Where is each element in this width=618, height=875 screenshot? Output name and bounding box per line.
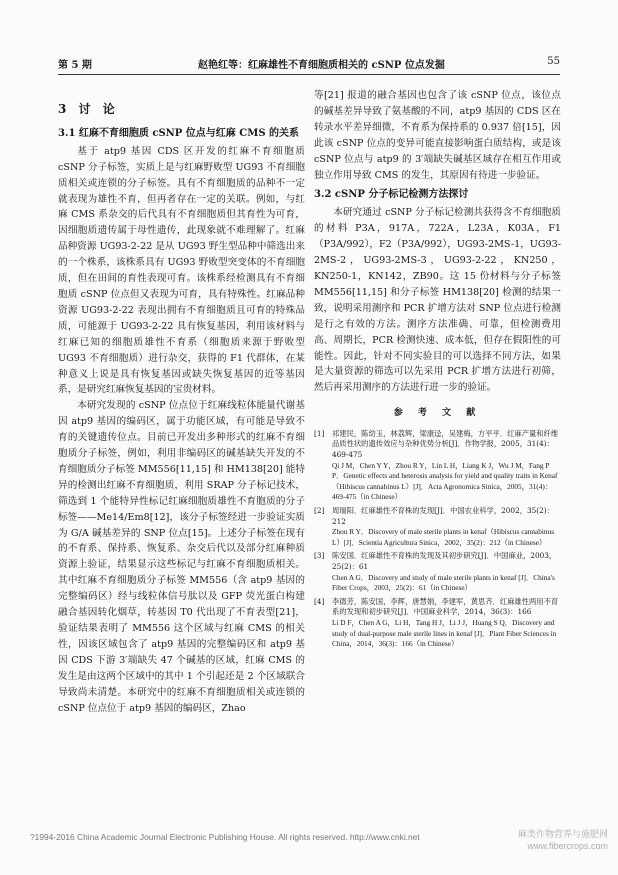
body-paragraph: 基于 atp9 基因 CDS 区开发的红麻不育细胞质 cSNP 分子标签，实质上是与红麻野败型 UG93 不育细胞质相关或连锁的分子标签。具有不育细胞质的品种不一定就表现为雄性不育，但再者存在一定的关联。例如，与红麻 CMS 系杂交的后代具有不育细胞质但其育性为可育，因细胞质遗传属于母性遗传，此现象就不难理解了。红麻品种资源 UG93-2-22 是从 UG93 野生型品种中筛选出来的一个株系，该株系具有 UG93 野败型突变体的不育细胞质，但在田间的育性表现可育。该株系经检测具有不育细胞质 cSNP 位点但又表现为可育，具有特殊性。红麻品种资源 UG93-2-22 表现出拥有不育细胞质且可育的特殊品质，可能源于 UG93-2-22 具有恢复基因，利用该材料与红麻已知的细胞质雄性不育系（细胞质来源于野败型 UG93 不育细胞质）进行杂交，获得的 F1 代群体，在某种意义上说是具有恢复基因或缺失恢复基因的近等基因系，是研究红麻恢复基因的宝贵材料。 <box>58 145 305 396</box>
subsection-heading-3-1: 3.1 红麻不育细胞质 cSNP 位点与红麻 CMS 的关系 <box>58 127 300 139</box>
watermark-line-1: 麻类作物营养与施肥网 <box>517 829 608 839</box>
running-header <box>58 52 560 74</box>
reference-number: [2] <box>314 505 325 515</box>
reference-number: [3] <box>314 551 325 561</box>
reference-item <box>314 506 561 548</box>
page-number: 55 <box>547 56 560 67</box>
reference-item <box>314 597 561 650</box>
reference-zh: 李德芳，陈安国，李辉，唐慧娟，李建军，黄思齐．红麻雄性两用不育系的发现和初步研究[J]．中国麻业科学，2014，36(3)：166 <box>332 596 559 617</box>
references-heading: 参 考 文 献 <box>393 408 482 419</box>
reference-en: Chen A G．Discovery and study of male sterile plants in kenaf [J]．China's Fiber Crops，2003，25(2)：61（in Chinese） <box>332 572 555 593</box>
header-rule <box>58 74 560 75</box>
reference-number: [1] <box>314 428 325 438</box>
reference-en: Zhou R Y．Discovery of male sterile plants in kenaf（Hibiscus cannabinus L）[J]．Scientia Agricultura Sinica，2002，35(2)：212（in Chinese） <box>332 527 555 547</box>
left-column <box>58 88 305 716</box>
watermark <box>518 828 608 852</box>
body-paragraph: 本研究发现的 cSNP 位点位于红麻线粒体能量代谢基因 atp9 基因的编码区，属于功能区域，有可能是导致不育的关键遗传位点。目前已开发出多种形式的红麻不育细胞质分子标签，例如，利用非编码区的碱基缺失开发的不育细胞质分子标签 MM556[11,15] 和 HM138[20] 能特异的检测出红麻不育细胞质，利用 SRAP 分子标记技术，筛选到 1 个能特异性标记红麻细胞质雄性不育胞质的分子标签——Me14/Em8[12]，该分子标签经进一步验证实质为 G/A 碱基差异的 SNP 位点[15]。上述分子标签在现有的不育系、保持系、恢复系、杂交后代以及部分红麻种质资源上验证，结果显示这些标记与红麻不育细胞质相关。其中红麻不育细胞质分子标签 MM556（含 atp9 基因的完整编码区）经与线粒体信号肽以及 GFP 荧光蛋白构建融合基因转化烟草，转基因 T0 代出现了不育表型[21]，验证结果表明了 MM556 这个区域与红麻 CMS 的相关性，因该区域包含了 atp9 基因的完整编码区和 atp9 基因 CDS 下游 3′端缺失 47 个碱基的区域，红麻 CMS 的发生是由这两个区域中的其中 1 个引起还是 2 个区域联合导致尚未清楚。本研究中的红麻不育细胞质相关或连锁的 cSNP 位点位于 atp9 基因的编码区，Zhao <box>58 400 305 714</box>
reference-number: [4] <box>314 596 325 606</box>
page-footer <box>30 829 608 851</box>
reference-zh: 周瑞阳．红麻雄性不育株的发现[J]．中国农业科学，2002，35(2)：212 <box>332 505 554 526</box>
running-title: 赵艳红等：红麻雄性不育细胞质相关的 cSNP 位点发掘 <box>198 60 445 71</box>
copyright-line: ?1994-2016 China Academic Journal Electronic Publishing House. All rights reserved. http://www.cnki.net <box>30 832 420 842</box>
right-column <box>314 88 561 653</box>
reference-zh: 陈安国．红麻雄性不育株的发现及其初步研究[J]．中国麻业，2003，25(2)：61 <box>332 551 557 571</box>
body-paragraph: 本研究通过 cSNP 分子标记检测共获得含不育细胞质的材料 P3A，917A，722A，L23A，K03A，F1（P3A/992），F2（P3A/992），UG93-2MS-1，UG93-2MS-2，UG93-2MS-3，UG93-2-22，KN250，KN250-1，KN142，ZB90。这 15 份材料与分子标签 MM556[11,15] 和分子标签 HM138[20] 检测的结果一致，说明采用测序和 PCR 扩增方法对 SNP 位点进行检测是行之有效的方法。测序方法准确、可靠，但检测费用高、周期长，PCR 检测快速、成本低，但存在假阳性的可能性。因此，针对不同实验目的可以选择不同方法，如果是大量资源的筛选可以先采用 PCR 扩增方法进行初筛，然后再采用测序的方法进行进一步的验证。 <box>314 207 561 394</box>
references <box>314 408 561 649</box>
reference-zh: 祁建民，陈幼玉，林荔辉，梁康迳，吴建梅，方平平．红麻产量和纤维品质性状的遗传效应与杂种优势分析[J]．作物学报，2005，31(4)：469-475 <box>332 428 559 459</box>
reference-item <box>314 429 561 503</box>
watermark-line-2: www.fibercrops.com <box>527 841 608 851</box>
issue-number: 第 5 期 <box>58 60 92 71</box>
reference-item <box>314 551 561 593</box>
section-heading: 3 讨 论 <box>58 102 119 116</box>
subsection-heading-3-2: 3.2 cSNP 分子标记检测方法探讨 <box>314 189 469 201</box>
body-paragraph-continued: 等[21] 报道的融合基因也包含了该 cSNP 位点，该位点的碱基差异导致了氨基酸的不同，atp9 基因的 CDS 区在转录水平差异细微，不育系为保持系的 0.937 倍[15]，因此该 cSNP 位点的变异可能直接影响蛋白质结构，或是该 cSNP 位点与 atp9 的 3′端缺失碱基区域存在相互作用或独立作用导致 CMS 的发生，其原因有待进一步验证。 <box>314 90 561 181</box>
reference-en: Li D F，Chen A G，Li H，Tang H J，Li J J，Huang S Q．Discovery and study of dual-purpose male sterile lines in kenaf [J]．Plant Fiber Sciences in China，2014，36(3)：166（in Chinese） <box>332 617 557 649</box>
reference-en: Qi J M，Chen Y Y，Zhou R Y，Lin L H，Liang K J，Wu J M，Fang P P．Genetic effects and heterosis analysis for yield and quality traits in Kenaf（Hibiscus cannabinus L）[J]．Acta Agronomica Sinica，2005，31(4)：469-475（in Chinese） <box>332 460 558 502</box>
